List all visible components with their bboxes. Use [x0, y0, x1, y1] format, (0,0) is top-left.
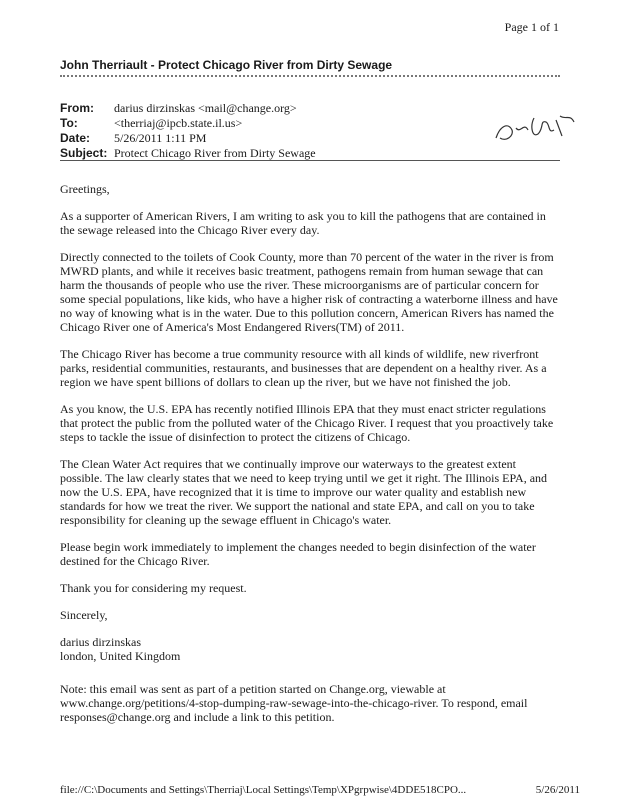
body-paragraph: As you know, the U.S. EPA has recently notified Illinois EPA that they must enact stricter regulations that protect the public from the polluted water of the Chicago River. I request that you proactively take steps to tackle the issue of disinfection to protect the citizens of Chicago. [60, 402, 554, 444]
header-value: Protect Chicago River from Dirty Sewage [114, 146, 316, 160]
header-from [60, 101, 316, 116]
body-paragraph: The Clean Water Act requires that we continually improve our waterways to the greatest extent possible. The law clearly states that we need to keep trying until we get it right. The Illinois EPA, and now the U.S. EPA, have recognized that it is time to improve our water quality and establish new standards for how we treat the river. We support the national and state EPA, and call on you to take responsibility for cleaning up the sewage effluent in Chicago's water. [60, 457, 548, 527]
header-label: To: [60, 116, 78, 130]
header-subject [60, 146, 316, 161]
print-footer [60, 784, 580, 796]
body-paragraph: Directly connected to the toilets of Cook County, more than 70 percent of the water in the river is from MWRD plants, and while it receives basic treatment, pathogens remain from human sewage that can harm the thousands of people who use the river. These microorganisms are of particular concern for some special populations, like kids, who have a higher risk of contracting a waterborne illness and have no way of knowing what is in the water. Due to this pollution concern, American Rivers has named the Chicago River one of America's Most Endangered Rivers(TM) of 2011. [60, 250, 558, 334]
header-date [60, 131, 316, 146]
header-value: <therriaj@ipcb.state.il.us> [114, 116, 243, 130]
email-body [60, 182, 560, 663]
header-to [60, 116, 316, 131]
signature-name: darius dirzinskas [60, 635, 141, 649]
signature-location: london, United Kingdom [60, 649, 181, 663]
handwritten-stamp [490, 108, 582, 148]
body-paragraph: As a supporter of American Rivers, I am writing to ask you to kill the pathogens that are contained in the sewage released into the Chicago River every day. [60, 209, 546, 237]
footer-path: file://C:\Documents and Settings\Therriaj\Local Settings\Temp\XPgrpwise\4DDE518CPO... [60, 784, 467, 796]
header-label: Subject: [60, 146, 108, 160]
header-value: darius dirzinskas <mail@change.org> [114, 101, 297, 115]
sign-off: Sincerely, [60, 608, 108, 622]
closing-thanks: Thank you for considering my request. [60, 581, 247, 595]
email-headers [60, 101, 316, 161]
header-rule [60, 160, 560, 161]
petition-note: Note: this email was sent as part of a petition started on Change.org, viewable at www.change.org/petitions/4-stop-dumping-raw-sewage-into-the-chicago-river. To respond, email responses@change.org and include a link to this petition. [60, 682, 528, 724]
title-rule [60, 75, 560, 77]
greeting: Greetings, [60, 182, 110, 196]
email-title: John Therriault - Protect Chicago River from Dirty Sewage [60, 58, 393, 72]
page-number: Page 1 of 1 [504, 20, 559, 34]
header-label: Date: [60, 131, 91, 145]
header-value: 5/26/2011 1:11 PM [114, 131, 207, 145]
footer-date: 5/26/2011 [535, 784, 580, 796]
body-paragraph: Please begin work immediately to implement the changes needed to begin disinfection of the water destined for the Chicago River. [60, 540, 536, 568]
header-label: From: [60, 101, 94, 115]
body-paragraph: The Chicago River has become a true community resource with all kinds of wildlife, new riverfront parks, residential communities, restaurants, and businesses that are dependent on a healthy river. As a region we have spent billions of dollars to clean up the river, but we have not finished the job. [60, 347, 547, 389]
